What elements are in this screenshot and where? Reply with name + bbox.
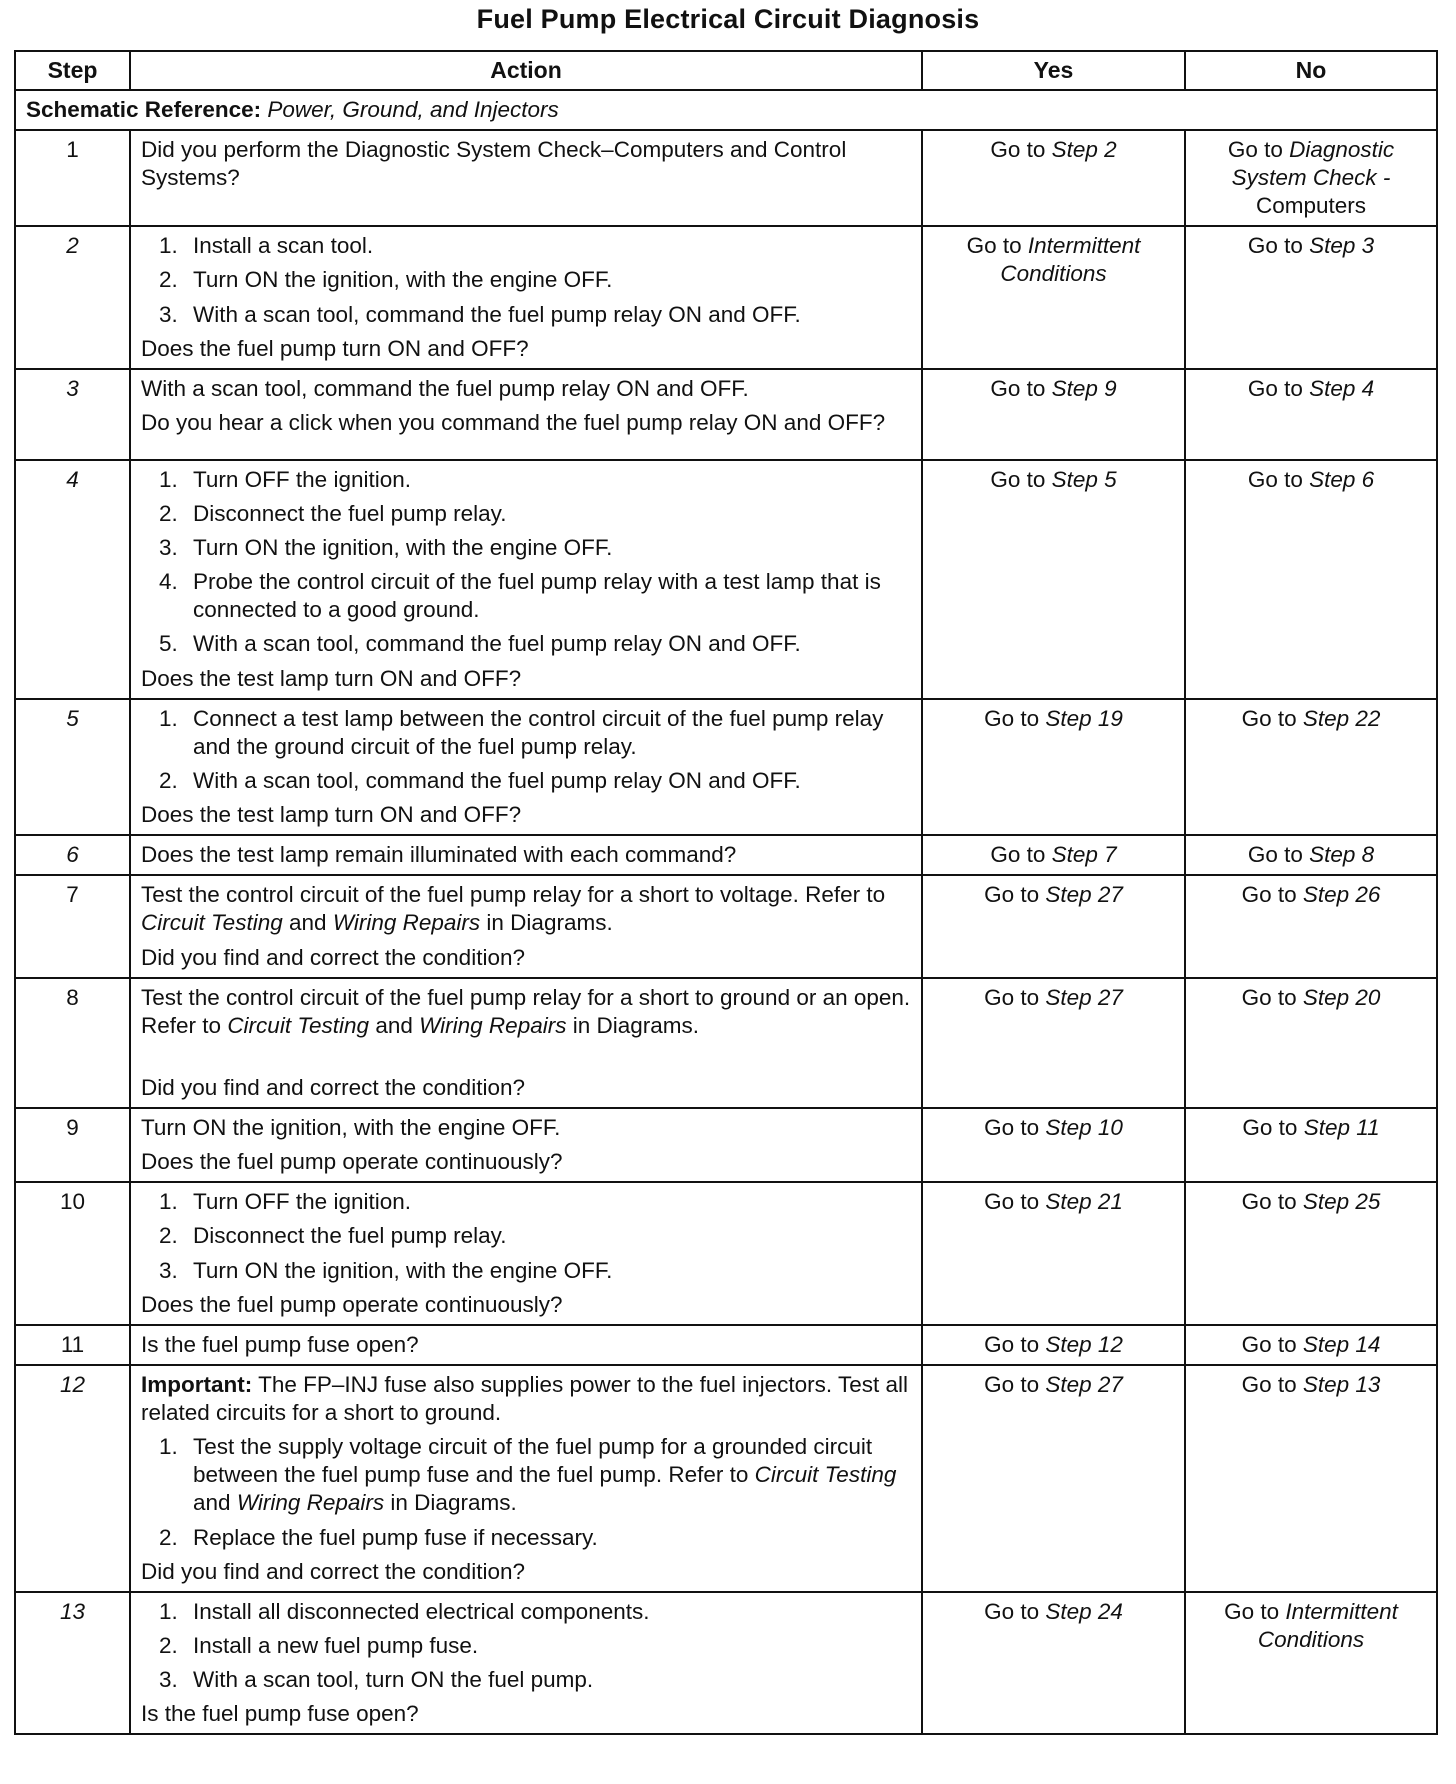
table-row [15, 1592, 1437, 1735]
action-cell [130, 1108, 922, 1182]
yes-cell [922, 875, 1185, 977]
go-to-label: Go to [1224, 1598, 1280, 1624]
list-item: 3. With a scan tool, command the fuel pump relay ON and OFF. [159, 301, 801, 327]
action-list [141, 1433, 911, 1552]
diagnosis-table [14, 50, 1438, 1735]
table-row [15, 1325, 1437, 1365]
yes-cell [922, 369, 1185, 460]
no-cell [1185, 130, 1437, 226]
action-cell [130, 369, 922, 460]
go-to-label: Go to [1247, 233, 1303, 259]
step-number: 4 [15, 460, 130, 699]
list-item: 3. With a scan tool, turn ON the fuel pump. [159, 1667, 594, 1692]
no-cell [1185, 460, 1437, 699]
table-row [15, 875, 1437, 977]
yes-target: Intermittent [1027, 233, 1141, 259]
go-to-label: Go to [984, 882, 1040, 908]
yes-cell [922, 130, 1185, 226]
no-target: Step 26 [1302, 882, 1381, 908]
go-to-label: Go to [990, 842, 1046, 868]
list-item: 2. Disconnect the fuel pump relay. [159, 1223, 507, 1249]
action-cell [130, 1325, 922, 1365]
list-item: 2. Turn ON the ignition, with the engine OFF. [159, 267, 613, 293]
schematic-label: Schematic Reference: [26, 96, 262, 122]
no-target: Conditions [1257, 1626, 1365, 1652]
go-to-label: Go to [1241, 984, 1297, 1010]
header-action: Action [130, 51, 922, 90]
header-row [15, 51, 1437, 90]
header-no: No [1185, 51, 1437, 90]
no-target: Step 11 [1303, 1115, 1380, 1140]
yes-cell [922, 1182, 1185, 1325]
action-list [141, 705, 911, 795]
yes-target: Step 12 [1045, 1331, 1123, 1357]
yes-target: Step 5 [1051, 466, 1117, 492]
action-cell [130, 699, 922, 836]
no-target: Step 8 [1309, 842, 1375, 868]
go-to-label: Go to [984, 1189, 1040, 1215]
yes-cell [922, 1365, 1185, 1592]
list-item: 1. Connect a test lamp between the control circuit of the fuel pump relay and the ground circuit of the fuel pump relay. [159, 705, 884, 759]
go-to-label: Go to [1241, 1371, 1297, 1397]
important-label: Important: [141, 1371, 253, 1397]
action-question: Did you find and correct the condition? [141, 1074, 525, 1100]
action-text: Turn ON the ignition, with the engine OFF. [141, 1115, 561, 1140]
go-to-label: Go to [1241, 1189, 1297, 1215]
important-text: The FP–INJ fuse also supplies power to the fuel injectors. Test all related circuits for a short to ground. [141, 1371, 909, 1425]
go-to-label: Go to [984, 1331, 1040, 1357]
step-number: 12 [15, 1365, 130, 1592]
action-list [141, 466, 911, 659]
yes-target: Step 10 [1045, 1115, 1123, 1140]
action-question: Does the test lamp remain illuminated with each command? [141, 842, 737, 868]
action-list [141, 1598, 911, 1694]
no-cell [1185, 1592, 1437, 1735]
no-cell [1185, 369, 1437, 460]
yes-target: Step 27 [1045, 882, 1123, 908]
action-question: Did you find and correct the condition? [141, 1558, 525, 1584]
yes-cell [922, 460, 1185, 699]
action-list [141, 1188, 911, 1284]
list-item: 4. Probe the control circuit of the fuel pump relay with a test lamp that is connected to a good ground. [159, 569, 881, 623]
no-cell [1185, 835, 1437, 875]
list-item: 1. Turn OFF the ignition. [159, 466, 412, 492]
action-text: Test the control circuit of the fuel pump relay for a short to voltage. Refer to Circuit Testing and Wiring Repairs in Diagrams. [141, 882, 886, 936]
action-cell [130, 1182, 922, 1325]
go-to-label: Go to [1227, 136, 1283, 162]
go-to-label: Go to [984, 984, 1040, 1010]
action-cell [130, 875, 922, 977]
list-item: 1. Install a scan tool. [159, 233, 374, 259]
go-to-label: Go to [984, 1598, 1040, 1624]
action-cell [130, 1592, 922, 1735]
action-cell [130, 130, 922, 226]
action-question: Does the test lamp turn ON and OFF? [141, 665, 522, 691]
table-row [15, 978, 1437, 1108]
no-cell [1185, 978, 1437, 1108]
step-number: 7 [15, 875, 130, 977]
no-cell [1185, 875, 1437, 977]
action-cell [130, 1365, 922, 1592]
list-item: 3. Turn ON the ignition, with the engine OFF. [159, 1257, 613, 1283]
important-note [141, 1371, 911, 1427]
no-cell [1185, 1325, 1437, 1365]
go-to-label: Go to [1247, 466, 1303, 492]
action-text: Test the control circuit of the fuel pump relay for a short to ground or an open. Refer to Circuit Testing and Wiring Repairs in Diagrams. [141, 984, 911, 1038]
action-cell [130, 226, 922, 369]
yes-cell [922, 835, 1185, 875]
list-item: 2. With a scan tool, command the fuel pump relay ON and OFF. [159, 767, 801, 793]
list-item: 2. Replace the fuel pump fuse if necessary. [159, 1524, 598, 1550]
yes-target: Step 27 [1045, 984, 1123, 1010]
no-target: Step 6 [1309, 466, 1375, 492]
step-number: 11 [15, 1325, 130, 1365]
step-number: 10 [15, 1182, 130, 1325]
list-item: 1. Install all disconnected electrical components. [159, 1598, 650, 1624]
table-row [15, 1182, 1437, 1325]
step-number: 1 [15, 130, 130, 226]
list-item: 2. Disconnect the fuel pump relay. [159, 500, 507, 526]
schematic-value: Power, Ground, and Injectors [267, 96, 559, 122]
yes-target: Step 21 [1045, 1189, 1123, 1215]
go-to-label: Go to [966, 233, 1022, 259]
no-target: Step 4 [1309, 375, 1375, 401]
yes-target: Step 7 [1051, 842, 1117, 868]
no-cell [1185, 699, 1437, 836]
action-question: Is the fuel pump fuse open? [141, 1331, 419, 1357]
table-row [15, 130, 1437, 226]
yes-target: Step 19 [1045, 705, 1123, 731]
no-target: Step 20 [1302, 984, 1381, 1010]
yes-cell [922, 1592, 1185, 1735]
page-title: Fuel Pump Electrical Circuit Diagnosis [476, 4, 980, 34]
action-question: Do you hear a click when you command the fuel pump relay ON and OFF? [141, 409, 886, 435]
yes-target: Conditions [1000, 261, 1107, 287]
list-item: 2. Install a new fuel pump fuse. [159, 1632, 479, 1658]
no-cell [1185, 1108, 1437, 1182]
table-row [15, 1108, 1437, 1182]
list-item: 1. Turn OFF the ignition. [159, 1189, 412, 1215]
list-item: 5. With a scan tool, command the fuel pump relay ON and OFF. [159, 631, 801, 657]
yes-cell [922, 226, 1185, 369]
no-target: Diagnostic [1289, 136, 1395, 162]
yes-target: Step 24 [1045, 1598, 1123, 1624]
yes-cell [922, 1325, 1185, 1365]
action-question: Does the fuel pump operate continuously? [141, 1291, 563, 1317]
table-row [15, 460, 1437, 699]
action-list [141, 232, 911, 328]
go-to-label: Go to [990, 375, 1046, 401]
go-to-label: Go to [990, 466, 1046, 492]
schematic-row [15, 90, 1437, 130]
yes-cell [922, 1108, 1185, 1182]
step-number: 5 [15, 699, 130, 836]
action-question: Does the fuel pump turn ON and OFF? [141, 335, 529, 361]
action-cell [130, 978, 922, 1108]
header-step: Step [15, 51, 130, 90]
step-number: 13 [15, 1592, 130, 1735]
table-row [15, 1365, 1437, 1592]
go-to-label: Go to [1247, 842, 1303, 868]
action-text: Did you perform the Diagnostic System Check–Computers and Control Systems? [141, 136, 847, 190]
no-target: Step 3 [1309, 233, 1375, 259]
yes-target: Step 9 [1051, 375, 1117, 401]
table-row [15, 699, 1437, 836]
step-number: 9 [15, 1108, 130, 1182]
no-cell [1185, 1182, 1437, 1325]
step-number: 8 [15, 978, 130, 1108]
no-target: Computers [1255, 193, 1367, 219]
go-to-label: Go to [1247, 375, 1303, 401]
yes-cell [922, 978, 1185, 1108]
spacer [141, 1046, 911, 1074]
go-to-label: Go to [990, 136, 1046, 162]
list-item: 1. Test the supply voltage circuit of the fuel pump for a grounded circuit between the fuel pump fuse and the fuel pump. Refer to Circuit Testing and Wiring Repairs in Diagrams. [159, 1434, 897, 1516]
yes-target: Step 27 [1045, 1371, 1123, 1397]
action-cell [130, 835, 922, 875]
no-target: Intermittent [1285, 1598, 1398, 1624]
no-target: Step 22 [1302, 705, 1381, 731]
yes-cell [922, 699, 1185, 836]
no-target: Step 25 [1302, 1189, 1381, 1215]
action-question: Does the test lamp turn ON and OFF? [141, 802, 522, 827]
schematic-reference [15, 90, 1437, 130]
no-target: Step 14 [1302, 1331, 1381, 1357]
action-question: Does the fuel pump operate continuously? [141, 1149, 563, 1175]
table-row [15, 226, 1437, 369]
no-cell [1185, 226, 1437, 369]
go-to-label: Go to [984, 1371, 1040, 1397]
table-row [15, 835, 1437, 875]
no-target: System Check - [1231, 165, 1391, 190]
action-question: Did you find and correct the condition? [141, 944, 525, 970]
header-yes: Yes [922, 51, 1185, 90]
no-cell [1185, 1365, 1437, 1592]
table-row [15, 369, 1437, 460]
step-number: 3 [15, 369, 130, 460]
action-text: With a scan tool, command the fuel pump relay ON and OFF. [141, 375, 749, 401]
go-to-label: Go to [1241, 705, 1297, 731]
action-cell [130, 460, 922, 699]
go-to-label: Go to [1241, 1331, 1297, 1357]
step-number: 6 [15, 835, 130, 875]
action-question: Is the fuel pump fuse open? [141, 1701, 419, 1727]
yes-target: Step 2 [1051, 136, 1117, 162]
go-to-label: Go to [984, 705, 1040, 731]
go-to-label: Go to [984, 1115, 1040, 1140]
go-to-label: Go to [1241, 882, 1297, 908]
list-item: 3. Turn ON the ignition, with the engine OFF. [159, 535, 613, 560]
go-to-label: Go to [1242, 1115, 1298, 1140]
no-target: Step 13 [1302, 1371, 1381, 1397]
step-number: 2 [15, 226, 130, 369]
